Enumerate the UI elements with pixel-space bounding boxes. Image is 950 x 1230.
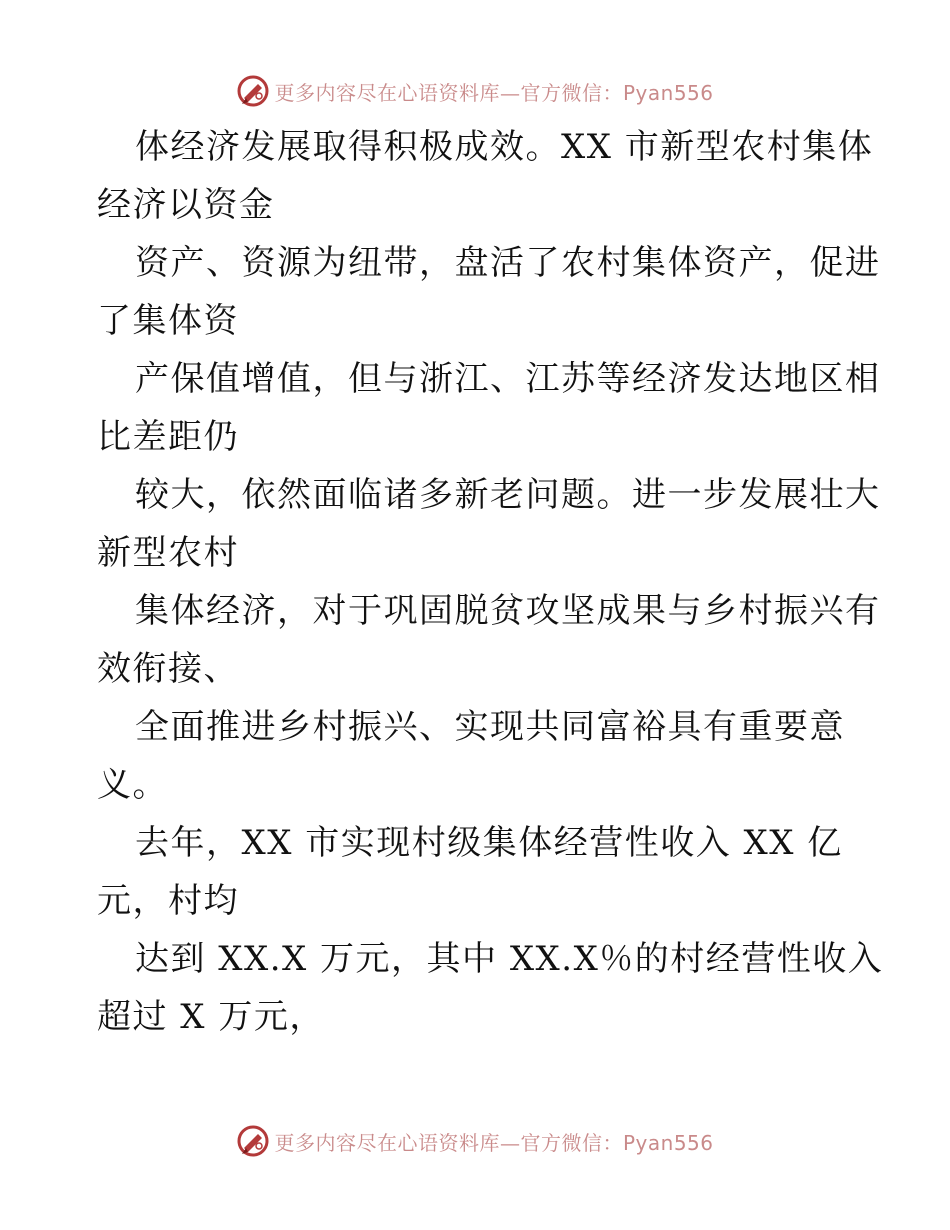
watermark-text: 更多内容尽在心语资料库—官方微信：Pyan556 <box>274 80 714 105</box>
paragraph-line: 义。 <box>97 765 168 805</box>
paragraph-line: 经济以资金 <box>97 185 275 225</box>
paragraph-line: 元，村均 <box>97 881 239 921</box>
paragraph-line: 超过 X 万元， <box>97 997 325 1037</box>
paragraph-line: 了集体资 <box>97 301 239 341</box>
paragraph-line: 较大，依然面临诸多新老问题。进一步发展壮大 <box>135 475 881 515</box>
watermark-handle: Pyan556 <box>622 80 714 105</box>
footer-watermark <box>0 1119 950 1163</box>
watermark-text: 更多内容尽在心语资料库—官方微信：Pyan556 <box>274 1130 714 1155</box>
paragraph-line: 集体经济，对于巩固脱贫攻坚成果与乡村振兴有 <box>135 591 881 631</box>
paragraph-line: 达到 XX.X 万元，其中 XX.X％的村经营性收入 <box>135 939 884 979</box>
paragraph-line: 全面推进乡村振兴、实现共同富裕具有重要意 <box>135 707 845 747</box>
paragraph-line: 新型农村 <box>97 533 239 573</box>
paragraph-line: 资产、资源为纽带，盘活了农村集体资产，促进 <box>135 243 881 283</box>
paragraph-line: 比差距仍 <box>97 417 239 457</box>
header-watermark <box>0 69 950 113</box>
paragraph-line: 效衔接、 <box>97 649 239 689</box>
watermark-handle: Pyan556 <box>622 1130 714 1155</box>
pen-logo-icon <box>236 1124 270 1158</box>
paragraph-line: 去年，XX 市实现村级集体经营性收入 XX 亿 <box>135 823 843 863</box>
paragraph-line: 产保值增值，但与浙江、江苏等经济发达地区相 <box>135 359 881 399</box>
pen-logo-icon <box>236 74 270 108</box>
paragraph-line: 体经济发展取得积极成效。XX 市新型农村集体 <box>135 127 874 167</box>
